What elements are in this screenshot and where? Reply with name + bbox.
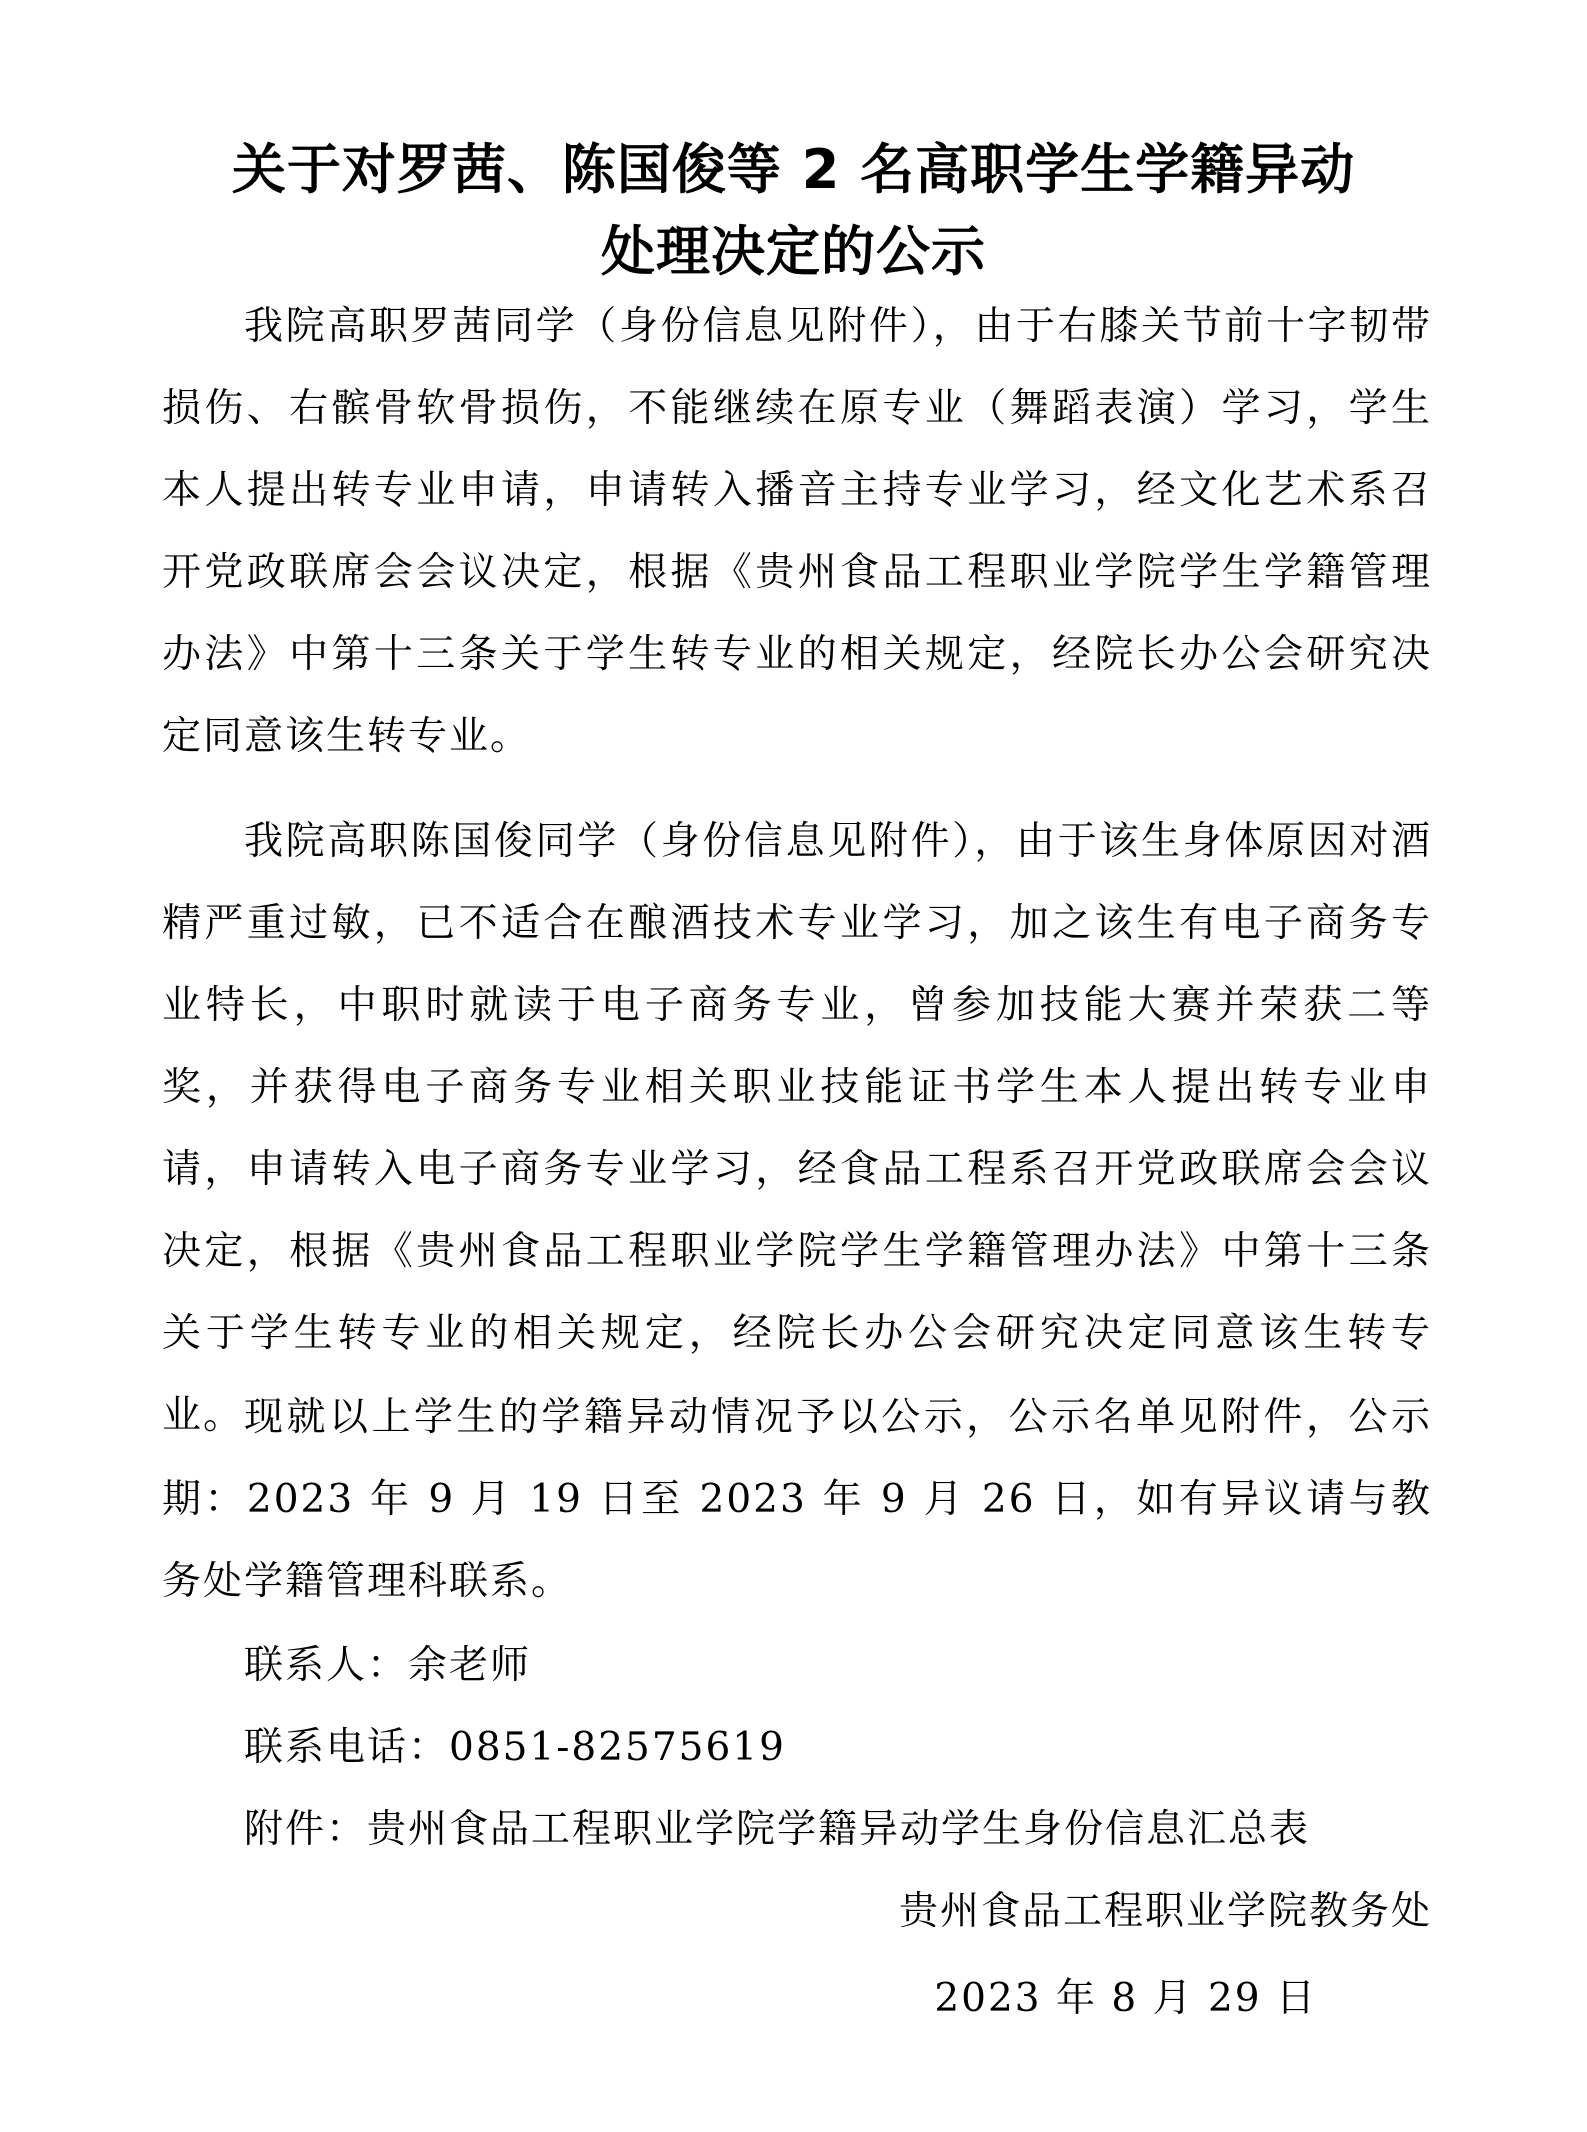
signature-organization: 贵州食品工程职业学院教务处 (898, 1889, 1432, 1934)
contact-person: 联系人：余老师 (244, 1643, 532, 1688)
document-title-line-2: 处理决定的公示 (601, 220, 986, 284)
document-title-line-1: 关于对罗茜、陈国俊等 2 名高职学生学籍异动 (231, 138, 1356, 202)
paragraph-announcement-period: 现就以上学生的学籍异动情况予以公示，公示名单见附件，公示期：2023 年 9 月 19 日至 2023 年 9 月 26 日，如有异议请与教务处学籍管理科联系。 (162, 1395, 1432, 1604)
paragraph-chen-guojun: 我院高职陈国俊同学（身份信息见附件），由于该生身体原因对酒精严重过敏，已不适合在酿酒技术专业学习，加之该生有电子商务专业特长，中职时就读于电子商务专业，曾参加技能大赛并荣获二等奖，并获得电子商务专业相关职业技能证书学生本人提出转专业申请，申请转入电子商务专业学习，经食品工程系召开党政联席会会议决定，根据《贵州食品工程职业学院学生学籍管理办法》中第十三条关于学生转专业的相关规定，经院长办公会研究决定同意该生转专业。 (162, 819, 1432, 1438)
attachment-note: 附件：贵州食品工程职业学院学籍异动学生身份信息汇总表 (244, 1807, 1311, 1852)
paragraph-luo-qian: 我院高职罗茜同学（身份信息见附件），由于右膝关节前十字韧带损伤、右髌骨软骨损伤，不能继续在原专业（舞蹈表演）学习，学生本人提出转专业申请，申请转入播音主持专业学习，经文化艺术系召开党政联席会会议决定，根据《贵州食品工程职业学院学生学籍管理办法》中第十三条关于学生转专业的相关规定，经院长办公会研究决定同意该生转专业。 (162, 304, 1432, 759)
signature-date: 2023 年 8 月 29 日 (934, 1976, 1317, 2021)
contact-phone: 联系电话：0851-82575619 (244, 1725, 786, 1770)
